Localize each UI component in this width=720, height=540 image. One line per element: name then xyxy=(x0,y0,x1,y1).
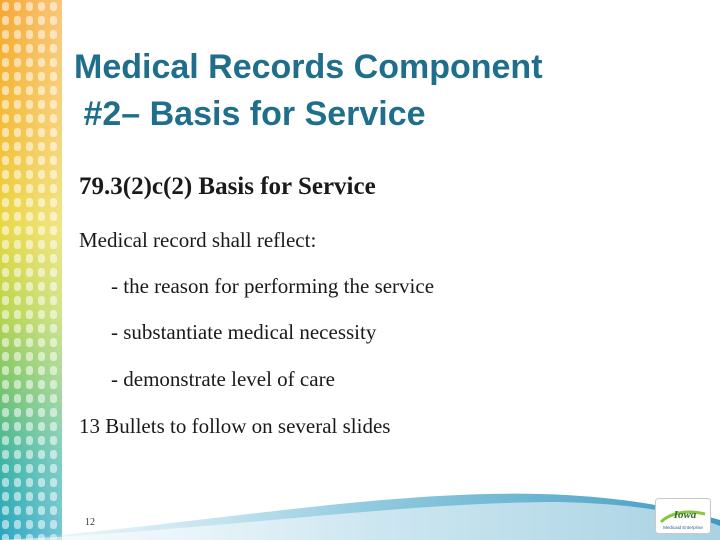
logo-tagline: Medicaid Enterprise xyxy=(663,525,703,530)
bullet-item: - the reason for performing the service xyxy=(111,274,435,298)
decorative-bottom-swoosh xyxy=(0,480,720,540)
logo-wordmark: Iowa xyxy=(673,509,697,521)
page-number: 12 xyxy=(85,517,95,528)
iowa-medicaid-logo xyxy=(655,498,711,534)
bullet-item: - substantiate medical necessity xyxy=(111,320,377,344)
bullet-item: - demonstrate level of care xyxy=(111,367,335,391)
slide-title: Medical Records Component #2– Basis for Service xyxy=(74,48,543,133)
rule-heading: 79.3(2)c(2) Basis for Service xyxy=(79,173,376,200)
note-text: 13 Bullets to follow on several slides xyxy=(79,414,391,438)
intro-text: Medical record shall reflect: xyxy=(79,228,317,252)
decorative-dot-strip xyxy=(0,0,62,540)
